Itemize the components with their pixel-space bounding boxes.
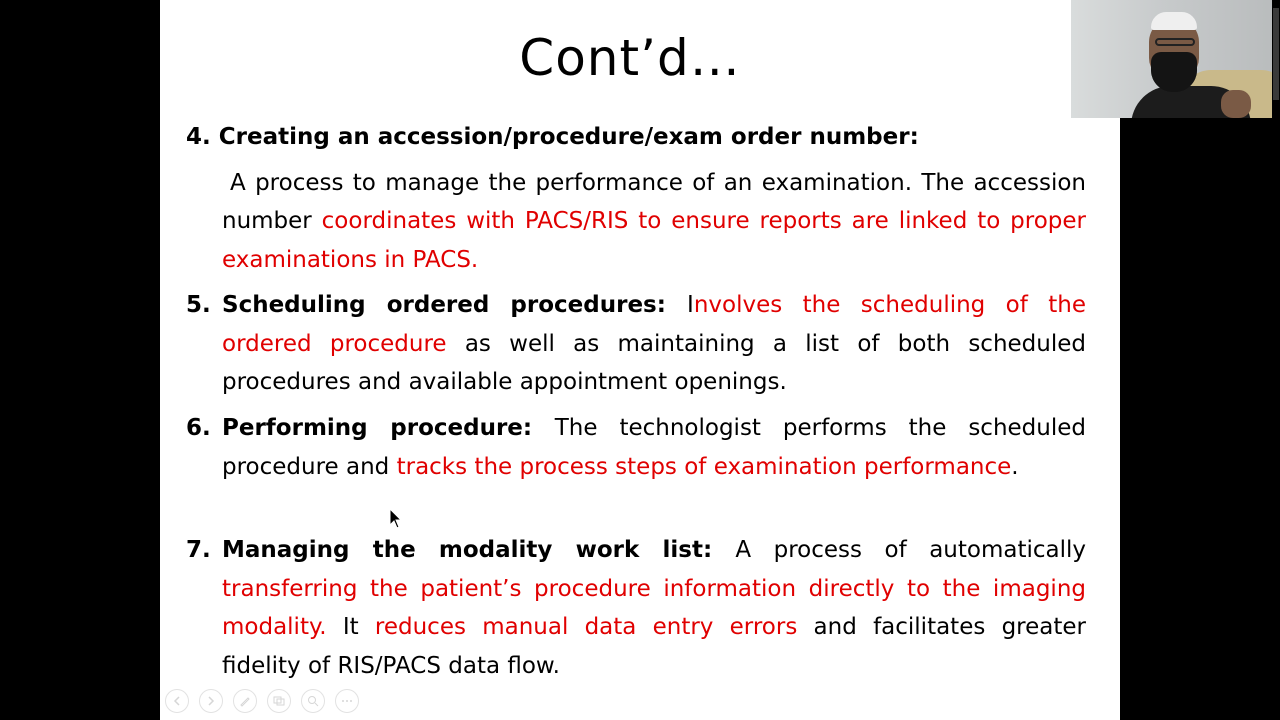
item-number: 4. (186, 124, 211, 150)
webcam-presenter-beard-front (1151, 52, 1197, 92)
item-number: 6. (186, 415, 211, 441)
more-icon[interactable] (335, 689, 359, 713)
item-description (222, 531, 1086, 685)
item-number: 5. (186, 292, 211, 318)
item-description (222, 409, 1086, 486)
item-heading: Performing procedure: (222, 415, 555, 441)
slides-icon[interactable] (267, 689, 291, 713)
next-icon[interactable] (199, 689, 223, 713)
scrollbar-track[interactable] (1272, 0, 1280, 720)
item-text-highlight: nvolves the scheduling of the ordered procedure (222, 292, 1086, 357)
item-text: as well as maintaining a list of both scheduled procedures and available appointment openings. (222, 330, 1086, 395)
item-text: I (687, 292, 694, 318)
webcam-presenter-hand (1221, 90, 1251, 118)
item-text: The technologist performs the scheduled procedure and (222, 415, 1086, 480)
prev-icon[interactable] (165, 689, 189, 713)
pen-icon[interactable] (233, 689, 257, 713)
item-text: A process of automatically (735, 537, 1086, 563)
item-heading: Creating an accession/procedure/exam order number: (218, 124, 919, 150)
presenter-webcam (1071, 0, 1276, 118)
scrollbar-thumb[interactable] (1273, 8, 1279, 100)
item-heading: Scheduling ordered procedures: (222, 292, 688, 318)
list-item (186, 118, 1086, 279)
webcam-presenter-glasses (1155, 38, 1195, 46)
item-description (222, 164, 1086, 280)
slide-title: Cont’d… (519, 29, 741, 87)
slideshow-toolbar (165, 689, 359, 715)
list-item (186, 531, 1086, 685)
slide (160, 0, 1120, 720)
zoom-icon[interactable] (301, 689, 325, 713)
item-text-highlight: coordinates with PACS/RIS to ensure reports are linked to proper examinations in PACS. (222, 208, 1086, 273)
item-text: . (1011, 453, 1019, 480)
item-text: It (326, 614, 375, 640)
webcam-presenter-cap (1151, 12, 1197, 30)
item-description (222, 286, 1086, 402)
list-item (186, 286, 1086, 402)
item-text-highlight: tracks the process steps of examination performance (396, 453, 1012, 480)
item-number: 7. (186, 537, 211, 563)
item-text: A process to manage the performance of an examination. The accession number (222, 169, 1086, 234)
item-text: and facilitates greater fidelity of RIS/PACS data flow. (222, 614, 1086, 679)
item-text-highlight: transferring the patient’s procedure information directly to the imaging modality. (222, 575, 1086, 640)
item-heading-line (186, 118, 1086, 157)
list-item (186, 409, 1086, 486)
item-heading: Managing the modality work list: (222, 537, 736, 563)
item-text-highlight: reduces manual data entry errors (374, 614, 798, 640)
